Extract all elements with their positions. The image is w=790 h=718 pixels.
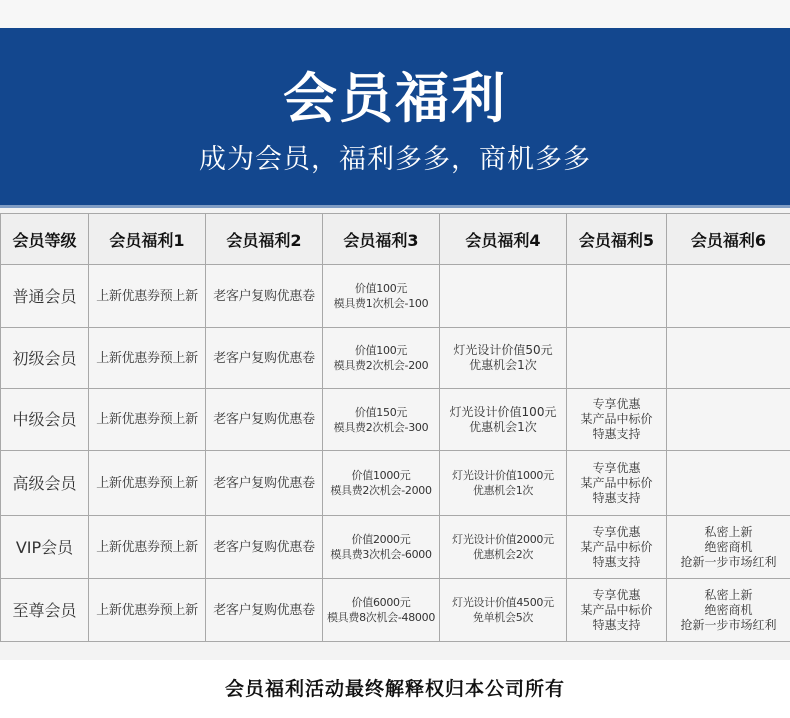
benefit-line: 优惠机会1次 [441, 420, 565, 435]
benefit-line: 价值100元 [324, 343, 438, 358]
benefit-4-cell [440, 579, 567, 642]
benefit-line: 价值100元 [324, 281, 438, 296]
benefit-line: 模具费2次机会-200 [324, 358, 438, 373]
table-row [1, 579, 790, 642]
benefit-5-cell [567, 389, 667, 451]
benefit-line: 专享优惠 [568, 461, 665, 476]
benefit-6-cell [667, 451, 790, 516]
benefit-line: 模具费1次机会-100 [324, 296, 438, 311]
benefit-3-cell [323, 579, 440, 642]
benefit-3-cell [323, 451, 440, 516]
benefit-line: 专享优惠 [568, 525, 665, 540]
table-row [1, 389, 790, 451]
benefit-5-cell [567, 328, 667, 389]
benefit-line: 抢新一步市场红利 [668, 555, 789, 570]
table-row [1, 265, 790, 328]
benefit-line: 模具费8次机会-48000 [324, 610, 438, 625]
benefit-line: 绝密商机 [668, 540, 789, 555]
column-header: 会员等级 [1, 214, 89, 265]
benefit-line: 私密上新 [668, 588, 789, 603]
benefits-table [0, 213, 790, 642]
benefit-2-cell: 老客户复购优惠卷 [206, 451, 323, 516]
benefit-line: 模具费3次机会-6000 [324, 547, 438, 562]
benefit-2-cell: 老客户复购优惠卷 [206, 328, 323, 389]
benefit-line: 某产品中标价 [568, 412, 665, 427]
table-row [1, 516, 790, 579]
benefit-1-cell: 上新优惠券预上新 [89, 451, 206, 516]
benefit-4-cell [440, 516, 567, 579]
benefit-2-cell: 老客户复购优惠卷 [206, 265, 323, 328]
benefit-line: 专享优惠 [568, 588, 665, 603]
column-header: 会员福利4 [440, 214, 567, 265]
benefit-6-cell [667, 579, 790, 642]
column-header: 会员福利6 [667, 214, 790, 265]
benefit-line: 抢新一步市场红利 [668, 618, 789, 633]
member-level-cell: 高级会员 [1, 451, 89, 516]
benefit-line: 某产品中标价 [568, 476, 665, 491]
benefit-line: 特惠支持 [568, 491, 665, 506]
benefit-6-cell [667, 265, 790, 328]
member-level-cell: 中级会员 [1, 389, 89, 451]
column-header: 会员福利1 [89, 214, 206, 265]
benefit-line: 某产品中标价 [568, 540, 665, 555]
benefit-4-cell [440, 328, 567, 389]
benefit-1-cell: 上新优惠券预上新 [89, 579, 206, 642]
page-title: 会员福利 [0, 64, 790, 134]
benefit-line: 特惠支持 [568, 427, 665, 442]
benefit-line: 绝密商机 [668, 603, 789, 618]
benefit-1-cell: 上新优惠券预上新 [89, 389, 206, 451]
benefit-3-cell [323, 516, 440, 579]
member-level-cell: 普通会员 [1, 265, 89, 328]
member-level-cell: 至尊会员 [1, 579, 89, 642]
page-subtitle: 成为会员，福利多多，商机多多 [0, 140, 790, 180]
benefit-line: 优惠机会2次 [441, 547, 565, 562]
table-header-row [1, 214, 790, 265]
benefit-4-cell [440, 451, 567, 516]
benefit-line: 优惠机会1次 [441, 358, 565, 373]
benefit-line: 模具费2次机会-2000 [324, 483, 438, 498]
table-row [1, 328, 790, 389]
benefit-line: 特惠支持 [568, 555, 665, 570]
benefit-line: 免单机会5次 [441, 610, 565, 625]
header-banner [0, 28, 790, 208]
benefits-table-area [0, 208, 790, 660]
benefit-line: 价值6000元 [324, 595, 438, 610]
column-header: 会员福利5 [567, 214, 667, 265]
benefit-5-cell [567, 516, 667, 579]
benefit-6-cell [667, 389, 790, 451]
benefit-line: 特惠支持 [568, 618, 665, 633]
benefit-line: 专享优惠 [568, 397, 665, 412]
benefit-6-cell [667, 516, 790, 579]
benefit-line: 灯光设计价值50元 [441, 343, 565, 358]
benefit-5-cell [567, 451, 667, 516]
benefit-3-cell [323, 389, 440, 451]
benefit-5-cell [567, 265, 667, 328]
benefit-6-cell [667, 328, 790, 389]
table-row [1, 451, 790, 516]
table-body [1, 265, 790, 642]
top-strip [0, 0, 790, 28]
member-level-cell: VIP会员 [1, 516, 89, 579]
benefit-line: 灯光设计价值1000元 [441, 468, 565, 483]
column-header: 会员福利2 [206, 214, 323, 265]
benefit-2-cell: 老客户复购优惠卷 [206, 389, 323, 451]
benefit-line: 灯光设计价值100元 [441, 405, 565, 420]
column-header: 会员福利3 [323, 214, 440, 265]
benefit-3-cell [323, 328, 440, 389]
benefit-line: 私密上新 [668, 525, 789, 540]
benefit-1-cell: 上新优惠券预上新 [89, 516, 206, 579]
benefit-line: 价值2000元 [324, 532, 438, 547]
benefit-line: 灯光设计价值2000元 [441, 532, 565, 547]
member-level-cell: 初级会员 [1, 328, 89, 389]
benefit-1-cell: 上新优惠券预上新 [89, 328, 206, 389]
benefit-2-cell: 老客户复购优惠卷 [206, 516, 323, 579]
benefit-line: 模具费2次机会-300 [324, 420, 438, 435]
benefit-3-cell [323, 265, 440, 328]
benefit-line: 某产品中标价 [568, 603, 665, 618]
benefit-2-cell: 老客户复购优惠卷 [206, 579, 323, 642]
footer-note: 会员福利活动最终解释权归本公司所有 [0, 660, 790, 714]
benefit-4-cell [440, 265, 567, 328]
benefit-line: 价值1000元 [324, 468, 438, 483]
benefit-5-cell [567, 579, 667, 642]
benefit-line: 灯光设计价值4500元 [441, 595, 565, 610]
benefit-line: 优惠机会1次 [441, 483, 565, 498]
benefit-1-cell: 上新优惠券预上新 [89, 265, 206, 328]
benefit-4-cell [440, 389, 567, 451]
benefit-line: 价值150元 [324, 405, 438, 420]
